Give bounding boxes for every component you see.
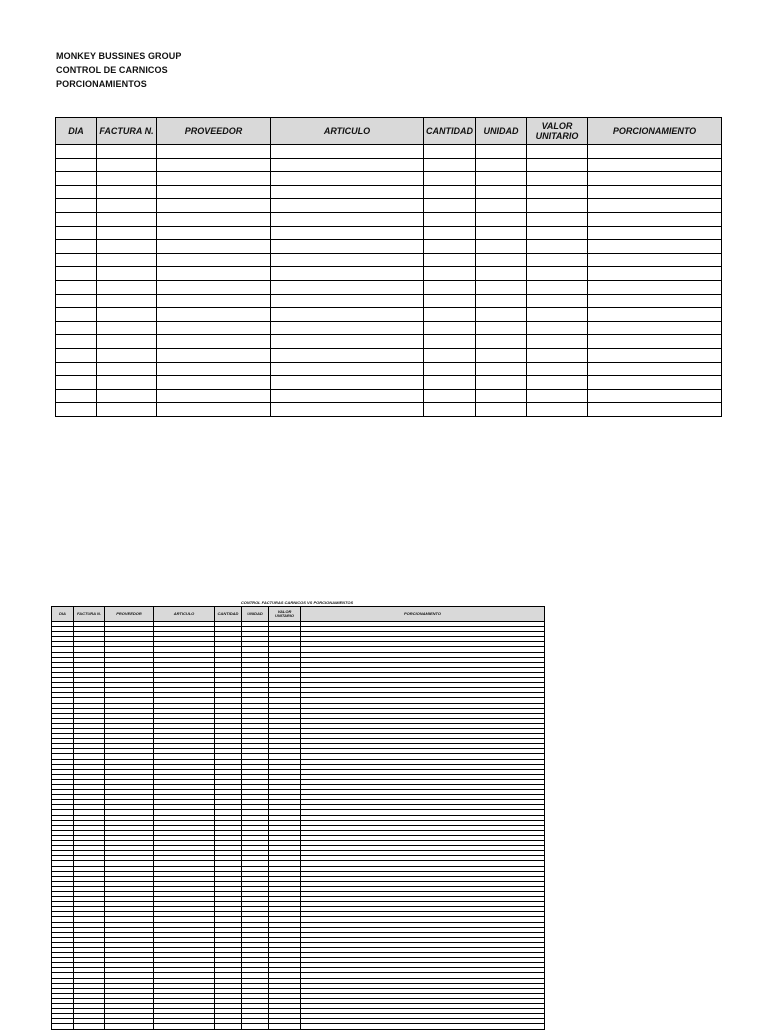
table-cell[interactable] — [271, 335, 424, 349]
table-cell[interactable] — [97, 253, 157, 267]
table-cell[interactable] — [271, 267, 424, 281]
table-row — [56, 253, 722, 267]
table-cell[interactable] — [56, 308, 97, 322]
table-cell[interactable] — [271, 308, 424, 322]
table-cell[interactable] — [424, 403, 476, 417]
table-cell[interactable] — [97, 226, 157, 240]
table-row — [56, 389, 722, 403]
table-row — [56, 212, 722, 226]
table-cell[interactable] — [97, 267, 157, 281]
company-name: MONKEY BUSSINES GROUP — [56, 51, 182, 61]
table-row — [56, 185, 722, 199]
table-cell[interactable] — [424, 185, 476, 199]
table-row — [52, 1024, 545, 1029]
table-cell[interactable] — [271, 403, 424, 417]
column-header-factura: FACTURA N. — [74, 607, 105, 622]
table-cell[interactable] — [476, 240, 527, 254]
table-cell[interactable] — [271, 253, 424, 267]
table-cell[interactable] — [157, 376, 271, 390]
table-cell[interactable] — [424, 362, 476, 376]
table-cell[interactable] — [56, 376, 97, 390]
table-cell[interactable] — [588, 253, 722, 267]
table-cell[interactable] — [271, 145, 424, 159]
table-cell[interactable] — [157, 185, 271, 199]
table-cell[interactable] — [56, 240, 97, 254]
table-cell[interactable] — [56, 267, 97, 281]
column-header-articulo: ARTICULO — [154, 607, 215, 622]
table-cell[interactable] — [424, 308, 476, 322]
table-cell[interactable] — [588, 321, 722, 335]
table-cell[interactable] — [527, 294, 588, 308]
table-cell[interactable] — [242, 1024, 269, 1029]
table-cell[interactable] — [424, 212, 476, 226]
table-row — [56, 280, 722, 294]
table-cell[interactable] — [97, 280, 157, 294]
table-cell[interactable] — [271, 172, 424, 186]
table-cell[interactable] — [271, 226, 424, 240]
table-cell[interactable] — [527, 389, 588, 403]
table-cell[interactable] — [271, 240, 424, 254]
table-cell[interactable] — [157, 308, 271, 322]
document-header — [56, 49, 181, 91]
table-cell[interactable] — [157, 267, 271, 281]
column-header-unidad: UNIDAD — [476, 118, 527, 145]
table-cell[interactable] — [157, 145, 271, 159]
table-row — [56, 172, 722, 186]
column-header-proveedor: PROVEEDOR — [105, 607, 154, 622]
table-cell[interactable] — [588, 226, 722, 240]
table-cell[interactable] — [476, 348, 527, 362]
table-cell[interactable] — [476, 376, 527, 390]
table-cell[interactable] — [424, 145, 476, 159]
table-cell[interactable] — [97, 294, 157, 308]
table-cell[interactable] — [588, 172, 722, 186]
table-cell[interactable] — [424, 348, 476, 362]
document-subtitle: CONTROL DE CARNICOS — [56, 65, 168, 75]
table-cell[interactable] — [157, 253, 271, 267]
table-cell[interactable] — [527, 212, 588, 226]
table-cell[interactable] — [105, 1024, 154, 1029]
table-cell[interactable] — [527, 185, 588, 199]
table-header-row — [56, 118, 722, 145]
table-cell[interactable] — [588, 240, 722, 254]
table-cell[interactable] — [97, 145, 157, 159]
table-cell[interactable] — [56, 185, 97, 199]
table-cell[interactable] — [588, 389, 722, 403]
table-cell[interactable] — [527, 267, 588, 281]
column-header-factura: FACTURA N. — [97, 118, 157, 145]
table-cell[interactable] — [56, 158, 97, 172]
table-cell[interactable] — [527, 348, 588, 362]
table-cell[interactable] — [97, 172, 157, 186]
table-cell[interactable] — [271, 158, 424, 172]
table-cell[interactable] — [271, 376, 424, 390]
table-cell[interactable] — [301, 1024, 545, 1029]
document-section: PORCIONAMIENTOS — [56, 79, 147, 89]
table-cell[interactable] — [157, 158, 271, 172]
table-cell[interactable] — [157, 362, 271, 376]
table-cell[interactable] — [588, 403, 722, 417]
column-header-valor-unitario: VALOR UNITARIO — [527, 118, 588, 145]
table-cell[interactable] — [588, 335, 722, 349]
table-cell[interactable] — [588, 267, 722, 281]
table-cell[interactable] — [97, 362, 157, 376]
column-header-porcionamiento: PORCIONAMIENTO — [588, 118, 722, 145]
table-cell[interactable] — [588, 280, 722, 294]
column-header-articulo: ARTICULO — [271, 118, 424, 145]
table-cell[interactable] — [424, 389, 476, 403]
table-row — [56, 226, 722, 240]
table-cell[interactable] — [97, 212, 157, 226]
porcionamiento-table — [55, 117, 722, 417]
table-cell[interactable] — [154, 1024, 215, 1029]
table-cell[interactable] — [588, 308, 722, 322]
table-cell[interactable] — [157, 403, 271, 417]
column-header-dia: DIA — [56, 118, 97, 145]
column-header-proveedor: PROVEEDOR — [157, 118, 271, 145]
table-cell[interactable] — [97, 348, 157, 362]
table-cell[interactable] — [271, 294, 424, 308]
table-cell[interactable] — [271, 199, 424, 213]
table-cell[interactable] — [476, 199, 527, 213]
table-cell[interactable] — [271, 185, 424, 199]
table-cell[interactable] — [476, 267, 527, 281]
table-cell[interactable] — [476, 226, 527, 240]
table-cell[interactable] — [52, 1024, 74, 1029]
column-header-unidad: UNIDAD — [242, 607, 269, 622]
table-cell[interactable] — [527, 240, 588, 254]
table-cell[interactable] — [527, 376, 588, 390]
table-cell[interactable] — [424, 335, 476, 349]
table-cell[interactable] — [588, 294, 722, 308]
table-cell[interactable] — [56, 389, 97, 403]
column-header-dia: DIA — [52, 607, 74, 622]
table-row — [56, 267, 722, 281]
table-cell[interactable] — [56, 226, 97, 240]
table-cell[interactable] — [424, 280, 476, 294]
table-cell[interactable] — [527, 145, 588, 159]
table-cell[interactable] — [476, 172, 527, 186]
table-cell[interactable] — [476, 389, 527, 403]
table-cell[interactable] — [476, 321, 527, 335]
table-cell[interactable] — [527, 403, 588, 417]
table-cell[interactable] — [424, 253, 476, 267]
table-cell[interactable] — [476, 158, 527, 172]
table-cell[interactable] — [476, 308, 527, 322]
table-cell[interactable] — [56, 280, 97, 294]
table-cell[interactable] — [97, 199, 157, 213]
column-header-cantidad: CANTIDAD — [215, 607, 242, 622]
table-cell[interactable] — [476, 280, 527, 294]
table-cell[interactable] — [527, 158, 588, 172]
table-row — [56, 158, 722, 172]
table-cell[interactable] — [476, 253, 527, 267]
table-cell[interactable] — [97, 403, 157, 417]
table-cell[interactable] — [97, 321, 157, 335]
table2-title: CONTROL FACTURAS CARNICOS VS PORCIONAMIENTOS — [240, 600, 354, 605]
table-cell[interactable] — [424, 172, 476, 186]
table-row — [56, 240, 722, 254]
table-cell[interactable] — [424, 321, 476, 335]
table-cell[interactable] — [97, 335, 157, 349]
table-cell[interactable] — [588, 158, 722, 172]
table-cell[interactable] — [271, 389, 424, 403]
table-cell[interactable] — [424, 267, 476, 281]
table-cell[interactable] — [56, 403, 97, 417]
table-row — [56, 376, 722, 390]
table-cell[interactable] — [56, 362, 97, 376]
table-cell[interactable] — [56, 199, 97, 213]
table-cell[interactable] — [56, 321, 97, 335]
table-cell[interactable] — [527, 172, 588, 186]
table-cell[interactable] — [271, 348, 424, 362]
table-cell[interactable] — [215, 1024, 242, 1029]
table-cell[interactable] — [56, 348, 97, 362]
table-cell[interactable] — [527, 199, 588, 213]
table-cell[interactable] — [97, 185, 157, 199]
table-cell[interactable] — [157, 321, 271, 335]
table-cell[interactable] — [157, 212, 271, 226]
table-cell[interactable] — [157, 240, 271, 254]
table-cell[interactable] — [56, 145, 97, 159]
table-row — [56, 403, 722, 417]
table-cell[interactable] — [97, 376, 157, 390]
table-cell[interactable] — [157, 226, 271, 240]
table-cell[interactable] — [424, 226, 476, 240]
table-cell[interactable] — [424, 376, 476, 390]
table-row — [56, 145, 722, 159]
table-cell[interactable] — [527, 362, 588, 376]
table-cell[interactable] — [56, 294, 97, 308]
table-cell[interactable] — [97, 389, 157, 403]
table-row — [56, 362, 722, 376]
table-cell[interactable] — [588, 199, 722, 213]
table-cell[interactable] — [476, 145, 527, 159]
table-cell[interactable] — [97, 240, 157, 254]
table-cell[interactable] — [157, 294, 271, 308]
table-cell[interactable] — [476, 403, 527, 417]
table-cell[interactable] — [74, 1024, 105, 1029]
table-cell[interactable] — [476, 335, 527, 349]
table-cell[interactable] — [527, 335, 588, 349]
table-row — [56, 335, 722, 349]
table-cell[interactable] — [476, 294, 527, 308]
table-cell[interactable] — [271, 321, 424, 335]
table-cell[interactable] — [271, 280, 424, 294]
control-facturas-table — [51, 606, 545, 1030]
table-cell[interactable] — [56, 253, 97, 267]
table-cell[interactable] — [56, 172, 97, 186]
table-cell[interactable] — [157, 335, 271, 349]
table-cell[interactable] — [157, 348, 271, 362]
table-cell[interactable] — [97, 308, 157, 322]
table-cell[interactable] — [588, 376, 722, 390]
table-row — [56, 294, 722, 308]
table-cell[interactable] — [527, 226, 588, 240]
table-cell[interactable] — [588, 348, 722, 362]
table-cell[interactable] — [527, 308, 588, 322]
table-cell[interactable] — [157, 199, 271, 213]
table-row — [56, 199, 722, 213]
table-cell[interactable] — [424, 199, 476, 213]
table-cell[interactable] — [588, 145, 722, 159]
table-cell[interactable] — [97, 158, 157, 172]
table-cell[interactable] — [424, 240, 476, 254]
table-cell[interactable] — [588, 362, 722, 376]
table-cell[interactable] — [269, 1024, 301, 1029]
table-cell[interactable] — [424, 158, 476, 172]
table-cell[interactable] — [476, 185, 527, 199]
table-cell[interactable] — [271, 362, 424, 376]
table-header-row — [52, 607, 545, 622]
table-cell[interactable] — [157, 389, 271, 403]
table-cell[interactable] — [527, 321, 588, 335]
table-cell[interactable] — [56, 212, 97, 226]
table-row — [56, 348, 722, 362]
table-cell[interactable] — [56, 335, 97, 349]
table-cell[interactable] — [588, 185, 722, 199]
column-header-valor-unitario: VALOR UNITARIO — [269, 607, 301, 622]
table-row — [56, 321, 722, 335]
table-cell[interactable] — [424, 294, 476, 308]
table-cell[interactable] — [476, 362, 527, 376]
table-cell[interactable] — [271, 212, 424, 226]
column-header-cantidad: CANTIDAD — [424, 118, 476, 145]
table-cell[interactable] — [157, 280, 271, 294]
table-cell[interactable] — [527, 280, 588, 294]
table-cell[interactable] — [588, 212, 722, 226]
table-cell[interactable] — [476, 212, 527, 226]
table-row — [56, 308, 722, 322]
table-cell[interactable] — [157, 172, 271, 186]
column-header-porcionamiento: PORCIONAMIENTO — [301, 607, 545, 622]
table-cell[interactable] — [527, 253, 588, 267]
